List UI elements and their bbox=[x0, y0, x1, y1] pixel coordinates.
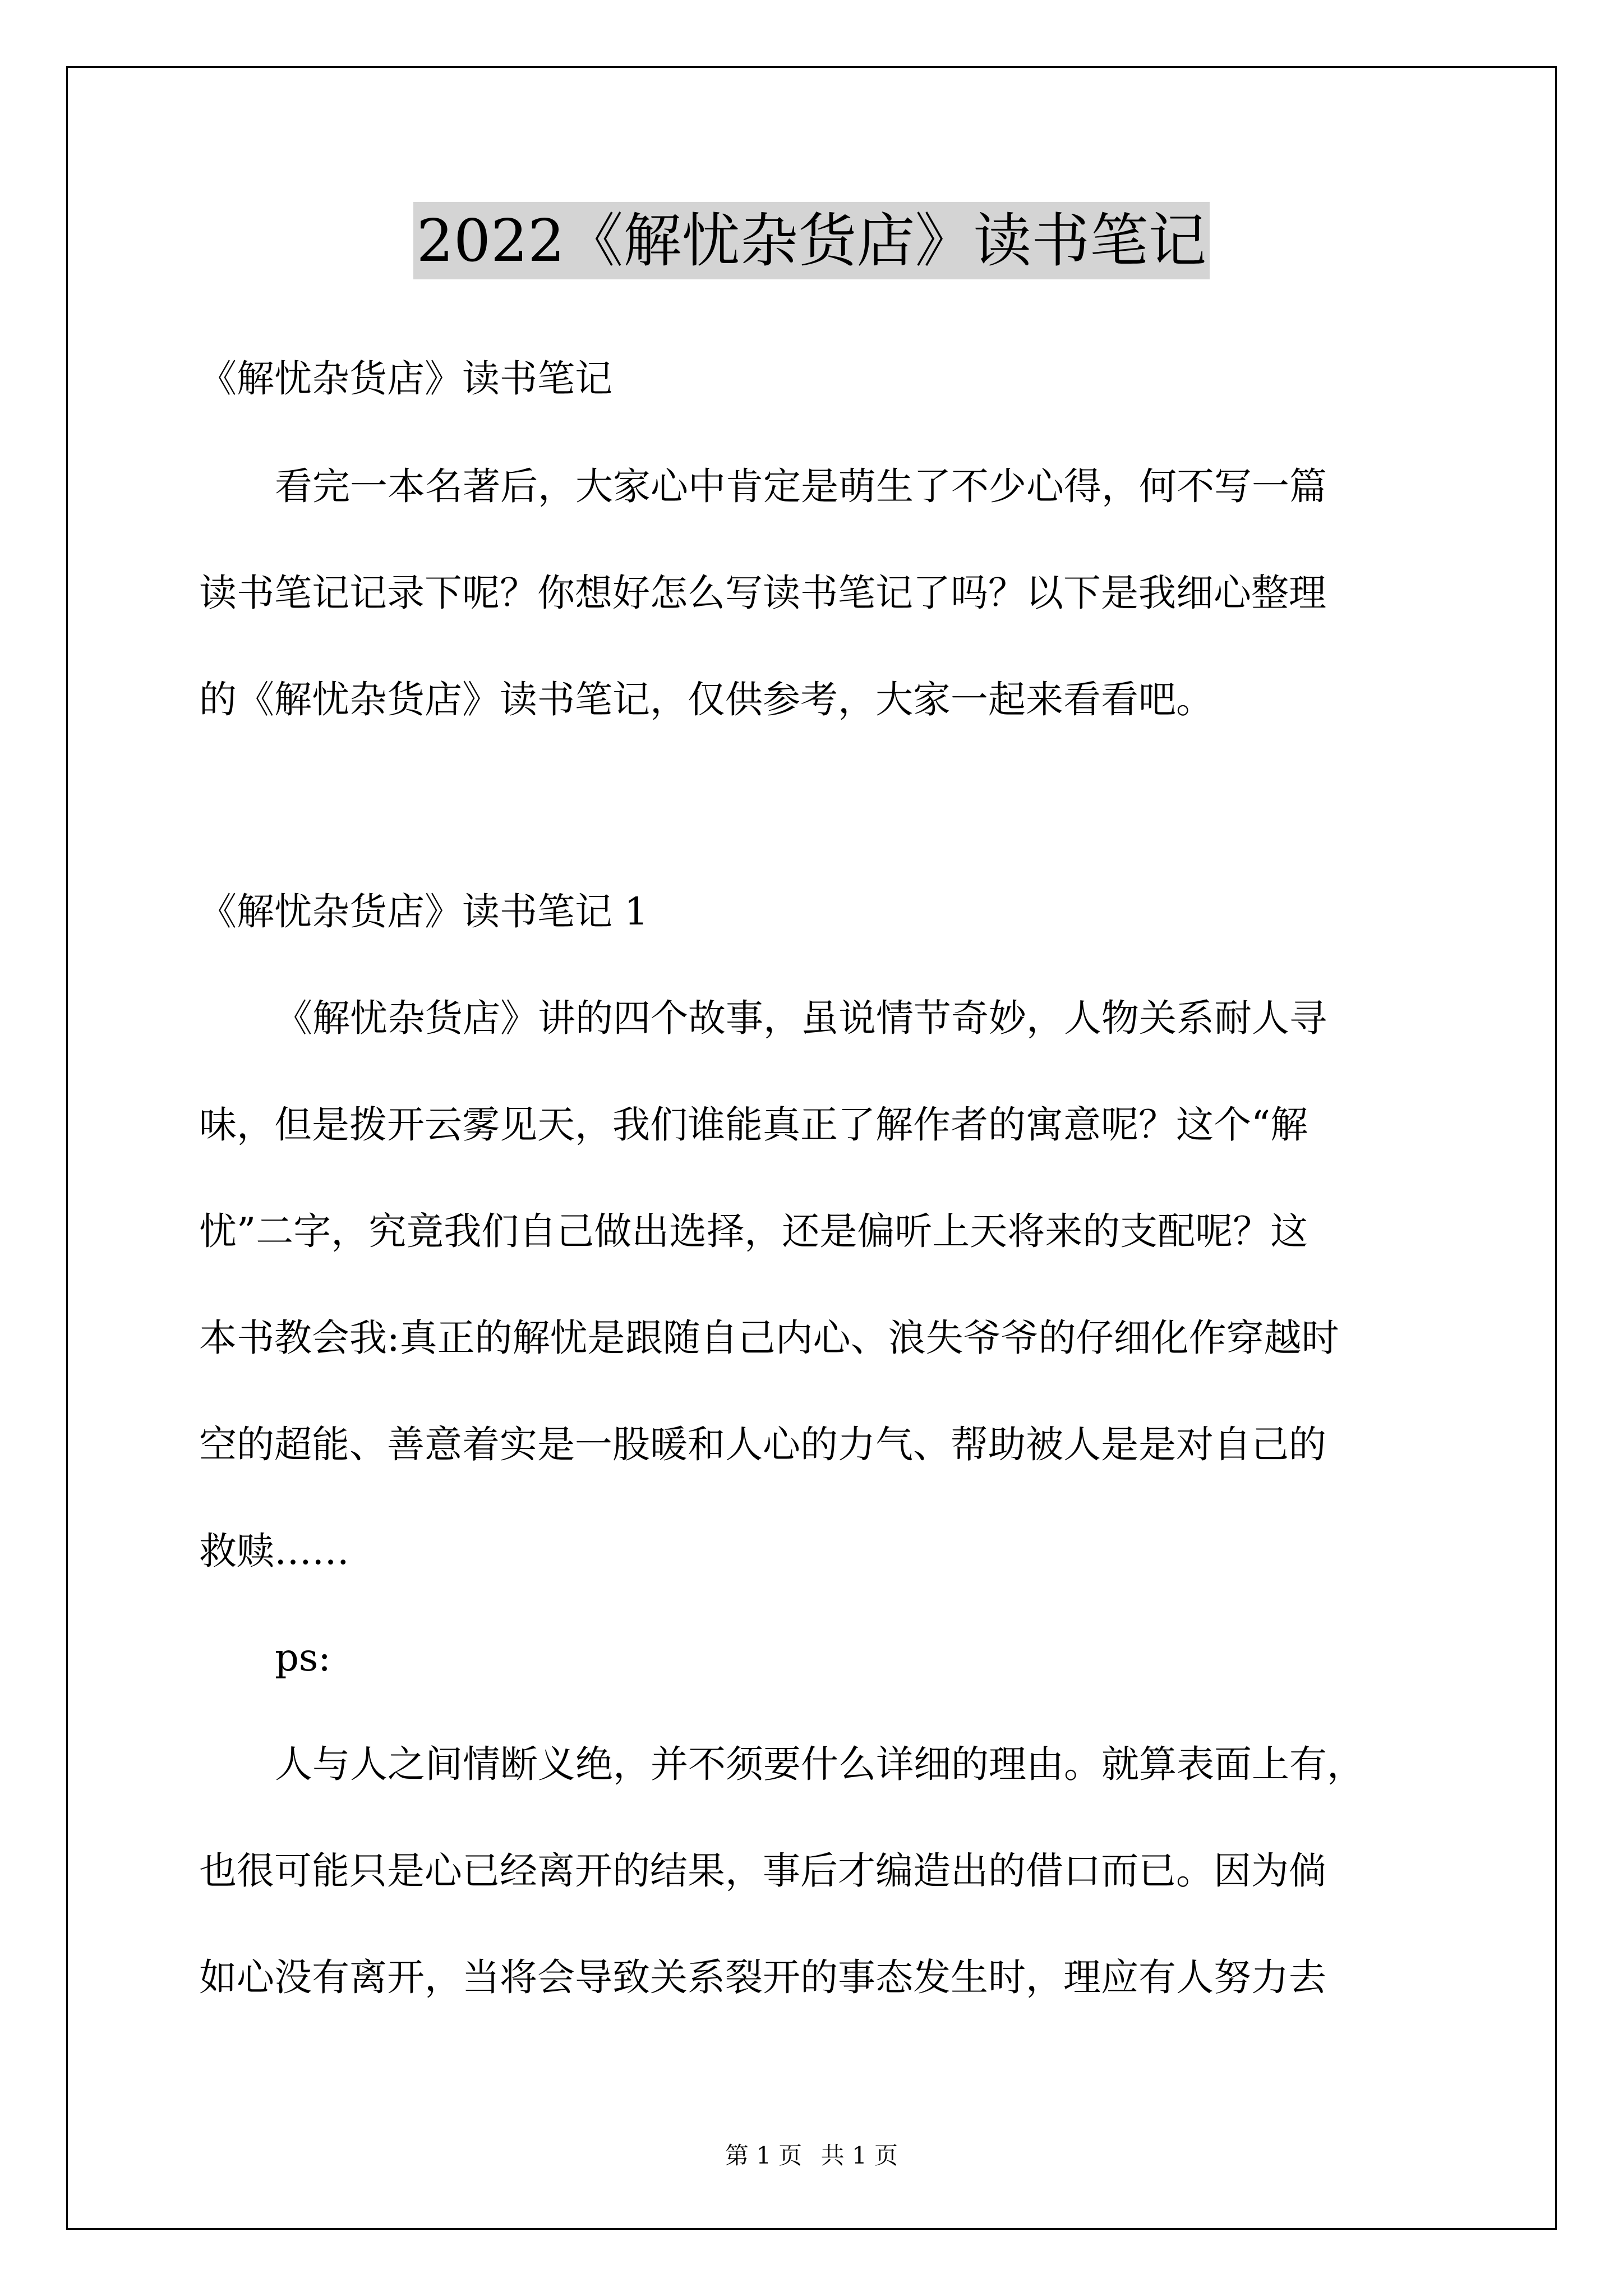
ps-label: ps: bbox=[275, 1636, 331, 1680]
paragraph-line: 忧”二字，究竟我们自己做出选择，还是偏听上天将来的支配呢？这 bbox=[199, 1209, 1308, 1253]
page-total: 共 1 页 bbox=[820, 2142, 898, 2169]
intro-line: 的《解忧杂货店》读书笔记，仅供参考，大家一起来看看吧。 bbox=[199, 678, 1214, 721]
page-footer bbox=[0, 2140, 1623, 2171]
intro-line: 看完一本名著后，大家心中肯定是萌生了不少心得，何不写一篇 bbox=[275, 464, 1327, 508]
paragraph-line: 救赎…… bbox=[199, 1529, 349, 1573]
paragraph-line: 本书教会我:真正的解忧是跟随自己内心、浪失爷爷的仔细化作穿越时 bbox=[199, 1316, 1339, 1360]
title-container bbox=[0, 202, 1623, 279]
document-subtitle: 《解忧杂货店》读书笔记 bbox=[199, 357, 612, 401]
paragraph-line: 也很可能只是心已经离开的结果，事后才编造出的借口而已。因为倘 bbox=[199, 1849, 1326, 1893]
section-heading: 《解忧杂货店》读书笔记 1 bbox=[199, 890, 648, 933]
paragraph-line: 《解忧杂货店》讲的四个故事，虽说情节奇妙，人物关系耐人寻 bbox=[275, 996, 1327, 1040]
page-number: 第 1 页 bbox=[725, 2142, 803, 2169]
paragraph-line: 人与人之间情断义绝，并不须要什么详细的理由。就算表面上有， bbox=[275, 1742, 1364, 1786]
document-title: 2022《解忧杂货店》读书笔记 bbox=[413, 202, 1210, 279]
paragraph-line: 味，但是拨开云雾见天，我们谁能真正了解作者的寓意呢？这个“解 bbox=[199, 1103, 1308, 1147]
intro-line: 读书笔记记录下呢？你想好怎么写读书笔记了吗？以下是我细心整理 bbox=[199, 571, 1326, 615]
paragraph-line: 空的超能、善意着实是一股暖和人心的力气、帮助被人是是对自己的 bbox=[199, 1423, 1326, 1466]
paragraph-line: 如心没有离开，当将会导致关系裂开的事态发生时，理应有人努力去 bbox=[199, 1955, 1326, 1999]
